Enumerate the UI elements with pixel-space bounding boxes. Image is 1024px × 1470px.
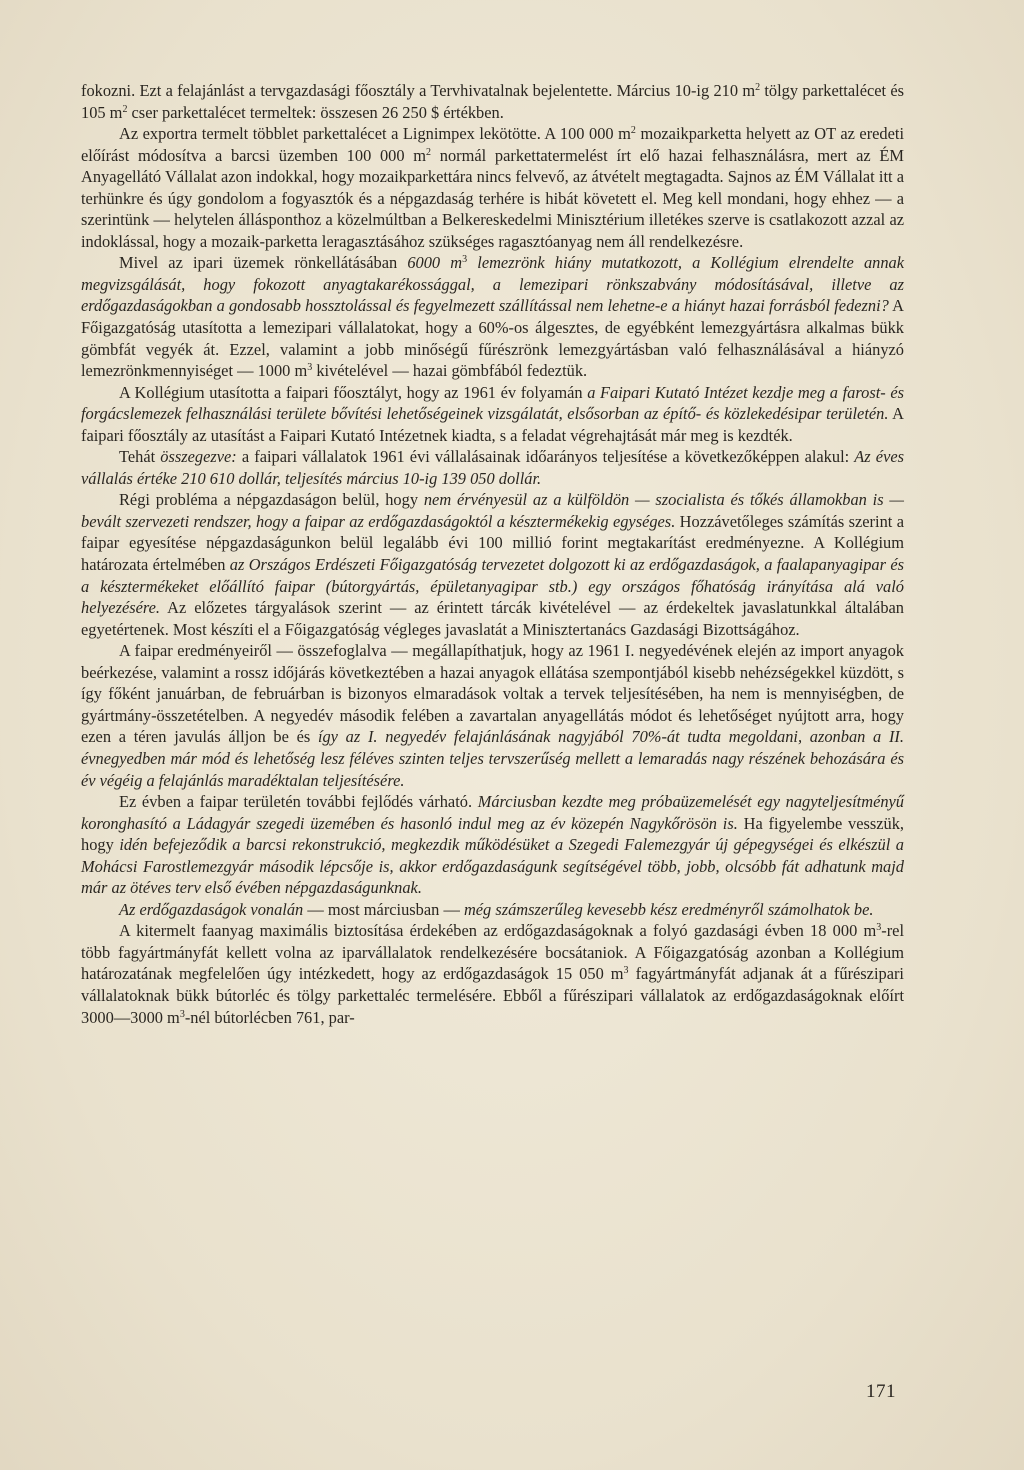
paragraph (81, 899, 904, 921)
text-run: Régi probléma a népgazdaságon belül, hogy (119, 490, 424, 510)
text-run: Ez évben a faipar területén további fejlődés várható. (119, 792, 478, 812)
text-run: a faipari vállalatok 1961 évi vállalásainak időarányos teljesítése a következőképpen alakul: (236, 447, 855, 467)
paragraph (81, 489, 904, 640)
superscript: 2 (630, 125, 636, 137)
text-run: Az exportra termelt többlet parkettalécet a Lignimpex lekötötte. A 100 000 m (119, 124, 631, 144)
text-run: Hozzávetőleges számítás szerint a faipar egyesítése népgazdaságunkon belül legalább évi 100 millió forint megtakarítást eredményezne. A Kollégium határozata értelmében (81, 511, 904, 575)
text-run: mozaikparketta helyett az OT az eredeti előírást módosítva a barcsi üzemben 100 000 m (81, 124, 905, 165)
text-run: Az előzetes tárgyalások szerint — az érintett tárcák kivételével — az érdekeltek javaslatunkkal általában egyetértenek. Most készíti el a Főigazgatóság végleges javaslatát a Minisztertanács Gazdasági Bizottságához. (81, 598, 904, 639)
italic-run: a Faipari Kutató Intézet kezdje meg a farost- és forgácslemezek felhasználási területe bővítési lehetőségeinek vizsgálatát, elsősorban az építő- és közlekedésipar területén. (81, 382, 904, 424)
text-run: A faipar eredményeiről — összefoglalva — megállapíthatjuk, hogy az 1961 I. negyedévének elején az import anyagok beérkezése, valamint a rossz időjárás következtében a hazai anyagok ellátása szempontjából kisebb nehézségekkel küzdött, s így főként januárban, de februárban is bizonyos elmaradások voltak a tervek teljesítésében, ha nem is mennyiségben, de gyártmány-összetételben. A negyedév második felében a zavartalan anyagellátás módot és lehetőséget nyújtott arra, hogy ezen a téren javulás álljon be és (81, 641, 904, 747)
italic-run: még számszerűleg kevesebb kész eredményről számolhatok be. (463, 899, 874, 919)
text-run: Ha figyelembe vesszük, hogy (81, 813, 905, 855)
paragraph (81, 791, 904, 899)
text-run: -nél bútorlécben 761, par- (184, 1007, 355, 1027)
italic-run: 6000 m (407, 253, 463, 273)
paragraph (81, 640, 904, 791)
text-run: normál parkettatermelést írt elő hazai felhasználásra, mert az ÉM Anyagellátó Vállalat azon indokkal, hogy mozaikparkettára nincs felvevő, az átvételt megtagadta. Sajnos az ÉM Vállalat itt a terhünkre és úgy gondolom a fogyasztók és a népgazdaság terhére is hibát követett el. Meg kell mondani, hogy ehhez — a szerintünk — helytelen állásponthoz a közelmúltban a Belkereskedelmi Minisztérium illetékes szerve is csatlakozott azzal az indoklással, hogy a mozaik-parketta leragasztásához szükséges ragasztóanyag nem áll rendelkezésre. (81, 145, 904, 251)
text-run: kivételével — hazai gömbfából fedeztük. (312, 361, 588, 381)
italic-run: összegezve: (160, 447, 237, 467)
text-run: Mivel az ipari üzemek rönkellátásában (119, 253, 408, 273)
text-run: Tehát (119, 447, 161, 467)
text-run: A Főigazgatóság utasította a lemezipari vállalatokat, hogy a 60%-os álgesztes, de egyébként lemezgyártásra alkalmas bükk gömbfát vegyék át. Ezzel, valamint a jobb minőségű fűrészrönk lemezgyártásban való felhasználásával a hiányzó lemezrönkmennyiséget — 1000 m (81, 296, 905, 381)
paragraph (81, 920, 904, 1028)
italic-run: nem érvényesül az a külföldön — szocialista és tőkés államokban is — bevált szervezeti rendszer, hogy a faipar az erdőgazdaságoktól a késztermékekig egységes. (81, 490, 904, 531)
text-run: A faipari főosztály az utasítást a Faipari Kutató Intézetnek kiadta, s a feladat végrehajtását már meg is kezdték. (81, 404, 905, 445)
superscript: 3 (876, 922, 882, 934)
paragraph (81, 123, 904, 252)
paragraph (81, 252, 904, 381)
italic-run: Márciusban kezdte meg próbaüzemelését egy nagyteljesítményű koronghasító a Ládagyár szegedi üzemében és hasonló indul meg az év közepén Nagykőrösön is. (81, 792, 905, 833)
superscript: 2 (755, 82, 761, 93)
paragraph (81, 446, 904, 489)
superscript: 3 (623, 965, 629, 977)
text-run: A Kollégium utasította a faipari főosztályt, hogy az 1961 év folyamán (119, 382, 588, 402)
italic-run: Az éves vállalás értéke 210 610 dollár, teljesítés március 10-ig 139 050 dollár. (81, 447, 905, 488)
text-run: tölgy parkettalécet és 105 m (81, 81, 905, 122)
superscript: 3 (179, 1008, 185, 1020)
superscript: 2 (122, 103, 128, 115)
text-run: A kitermelt faanyag maximális biztosítása érdekében az erdőgazdaságoknak a folyó gazdasági évben 18 000 m (119, 921, 877, 941)
italic-run: Az erdőgazdaságok vonalán (119, 899, 304, 919)
text-run: — most márciusban — (303, 899, 464, 919)
text-run: -rel több fagyártmányfát kellett volna az iparvállalatok rendelkezésére bocsátaniok. A Főigazgatóság azonban a Kollégium határozatának megfelelően úgy intézkedett, hogy az erdőgazdaságok 15 050 m (81, 921, 904, 984)
body-text (81, 80, 904, 1028)
italic-run: így az I. negyedév felajánlásának nagyjából 70%-át tudta megoldani, azonban a II. évnegyedben már mód és lehetőség lesz féléves szinten teljes tervszerűség mellett a lemaradás nagy részének behozására és év végéig a felajánlás maradéktalan teljesítésére. (81, 727, 904, 790)
superscript: 2 (426, 146, 432, 158)
italic-run: az Országos Erdészeti Főigazgatóság tervezetet dolgozott ki az erdőgazdaságok, a faalapanyagipar és a késztermékeket előállító faipar (bútorgyártás, épületanyagipar stb.) egy országos főhatóság irányítása alá való helyezésére. (81, 555, 904, 618)
italic-run: idén befejeződik a barcsi rekonstrukció, megkezdik működésüket a Szegedi Falemezgyár új gépegységei és elkészül a Mohácsi Farostlemezgyár második lépcsője is, akkor erdőgazdaságunk segítségével több, jobb, olcsóbb fát adhatunk majd már az ötéves terv első évében népgazdaságunknak. (81, 835, 904, 898)
paragraph (81, 382, 904, 447)
italic-run: lemezrönk hiány mutatkozott, a Kollégium elrendelte annak megvizsgálását, hogy fokozott anyagtakarékossággal, a lemezipari rönkszabvány módosításával, illetve az erdőgazdaságokban a gondosabb hossztolással és fegyelmezett szállítással nem lehetne-e a hiányt hazai forrásból fedezni? (81, 253, 905, 316)
text-run: fagyártmányfát adjanak át a fűrészipari vállalatoknak bükk bútorléc és tölgy parkettaléc termelésére. Ebből a fűrészipari vállalatok az erdőgazdaságoknak előírt 3000—3000 m (81, 964, 904, 1027)
superscript: 3 (307, 362, 313, 374)
text-run: cser parkettalécet termeltek: összesen 26 250 $ értékben. (127, 102, 504, 122)
superscript: 3 (462, 254, 468, 266)
text-run: fokozni. Ezt a felajánlást a tervgazdasági főosztály a Tervhivatalnak bejelentette. Március 10-ig 210 m (81, 81, 756, 100)
paragraph (81, 80, 904, 123)
page-number: 171 (866, 1381, 896, 1402)
